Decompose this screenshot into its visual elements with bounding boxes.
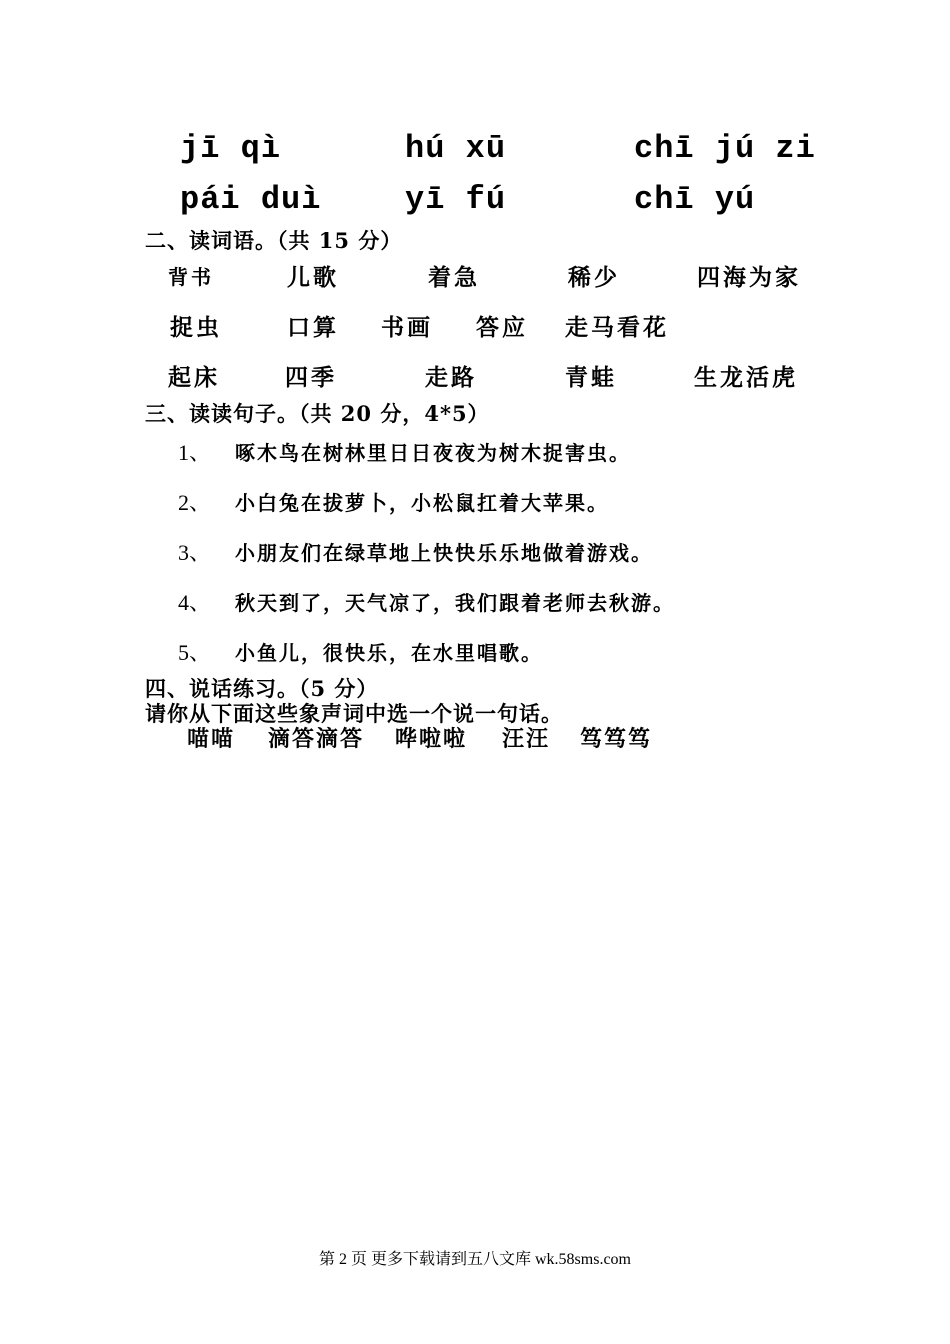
- sentence-3-text: 小朋友们在绿草地上快快乐乐地做着游戏。: [235, 541, 653, 565]
- sentence-1-number: 1、: [178, 440, 212, 465]
- sentence-2-text: 小白兔在拔萝卜，小松鼠扛着大苹果。: [235, 491, 609, 515]
- sentence-1-text: 啄木鸟在树林里日日夜夜为树木捉害虫。: [235, 441, 631, 465]
- pinyin-1-3: chī jú zi: [634, 130, 816, 167]
- sentence-2-number: 2、: [178, 490, 212, 515]
- word-r2-c4: 答应: [476, 314, 528, 341]
- pinyin-2-1: pái duì: [180, 181, 322, 218]
- section3-title: 三、读读句子。（共 20 分，4*5）: [145, 401, 490, 426]
- sentence-5-text: 小鱼儿，很快乐，在水里唱歌。: [235, 641, 543, 665]
- word-r2-c1: 捉虫: [170, 314, 222, 341]
- sentence-3-number: 3、: [178, 540, 212, 565]
- word-r1-c1: 背书: [168, 265, 214, 289]
- word-r1-c5: 四海为家: [697, 264, 801, 291]
- word-r3-c3: 走路: [425, 364, 477, 391]
- word-r3-c1: 起床: [168, 364, 220, 391]
- pinyin-1-2: hú xū: [405, 130, 507, 167]
- page-footer: 第 2 页 更多下载请到五八文库 wk.58sms.com: [318, 1251, 631, 1268]
- sentence-5-number: 5、: [178, 640, 212, 665]
- pinyin-2-2: yī fú: [405, 181, 507, 218]
- onomatopoeia-3: 哗啦啦: [395, 726, 468, 752]
- sentence-4-number: 4、: [178, 590, 212, 615]
- word-r2-c2: 口算: [287, 314, 339, 341]
- sentence-4-text: 秋天到了，天气凉了，我们跟着老师去秋游。: [235, 591, 675, 615]
- pinyin-2-3: chī yú: [634, 181, 756, 218]
- section4-instruction: 请你从下面这些象声词中选一个说一句话。: [145, 701, 563, 726]
- onomatopoeia-1: 喵喵: [187, 726, 236, 752]
- onomatopoeia-4: 汪汪: [502, 726, 551, 752]
- word-r1-c2: 儿歌: [287, 264, 339, 291]
- word-r1-c3: 着急: [428, 264, 480, 291]
- section4-title: 四、说话练习。（5 分）: [145, 676, 379, 701]
- onomatopoeia-5: 笃笃笃: [580, 726, 653, 752]
- onomatopoeia-2: 滴答滴答: [268, 726, 365, 752]
- word-r3-c5: 生龙活虎: [694, 364, 798, 391]
- word-r1-c4: 稀少: [568, 264, 620, 291]
- pinyin-1-1: jī qì: [180, 130, 282, 167]
- word-r2-c3: 书画: [381, 314, 433, 341]
- word-r3-c4: 青蛙: [565, 364, 617, 391]
- word-r2-c5: 走马看花: [565, 314, 669, 341]
- word-r3-c2: 四季: [285, 364, 337, 391]
- section2-title: 二、读词语。（共 15 分）: [145, 228, 403, 253]
